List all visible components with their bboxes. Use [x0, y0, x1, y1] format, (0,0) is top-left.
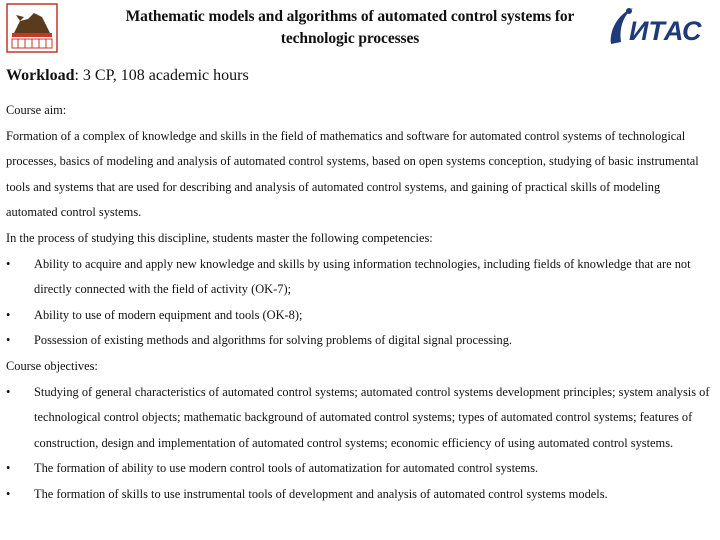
objectives-list — [6, 380, 714, 508]
bullet-icon: • — [6, 384, 11, 399]
list-item: • Ability to acquire and apply new knowledge and skills by using information technologies, including fields of knowledge that are not directly connected with the field of activity (OK-7); — [6, 252, 714, 303]
workload-label: Workload — [6, 67, 75, 84]
itas-logo — [607, 4, 717, 50]
title-line-1: Mathematic models and algorithms of automated control systems for — [125, 8, 575, 25]
list-item: • The formation of ability to use modern control tools of automatization for automated control systems. — [6, 456, 714, 482]
title-line-2: technologic processes — [280, 30, 420, 47]
bullet-icon: • — [6, 333, 11, 348]
bullet-icon: • — [6, 307, 11, 322]
course-aim-paragraph: Formation of a complex of knowledge and skills in the field of mathematics and software for automated control systems of technological processes, basics of modeling and analysis of automated control systems, based on open systems conception, studying of basic instrumental tools and systems that are used for describing and analysis of automated control systems, and gaining of practical skills of modeling automated control systems. — [6, 128, 699, 220]
list-item: • The formation of skills to use instrumental tools of development and analysis of automated control systems models. — [6, 482, 714, 508]
workload-value: : 3 CP, 108 academic hours — [74, 67, 249, 84]
bullet-icon: • — [6, 256, 11, 271]
competencies-list — [6, 252, 714, 354]
itas-logo-text: ИТАС — [629, 16, 702, 46]
main-content — [6, 98, 714, 508]
workload-line — [6, 66, 249, 86]
list-item: • Possession of existing methods and algorithms for solving problems of digital signal processing. — [6, 328, 714, 354]
university-crest-icon — [6, 3, 58, 53]
competencies-intro: In the process of studying this discipline, students master the following competencies: — [6, 230, 433, 245]
list-item: • Ability to use of modern equipment and tools (OK-8); — [6, 303, 714, 329]
bullet-icon: • — [6, 486, 11, 501]
course-objectives-heading: Course objectives: — [6, 358, 98, 373]
course-aim-heading: Course aim: — [6, 103, 67, 117]
bullet-icon: • — [6, 461, 11, 476]
list-item: • Studying of general characteristics of automated control systems; automated control systems development principles; system analysis of technological control objects; mathematic background of automated control systems; types of automated control systems; features of construction, design and implementation of automated control systems; economic efficiency of using automated control systems. — [6, 380, 714, 457]
page-title — [70, 6, 630, 50]
